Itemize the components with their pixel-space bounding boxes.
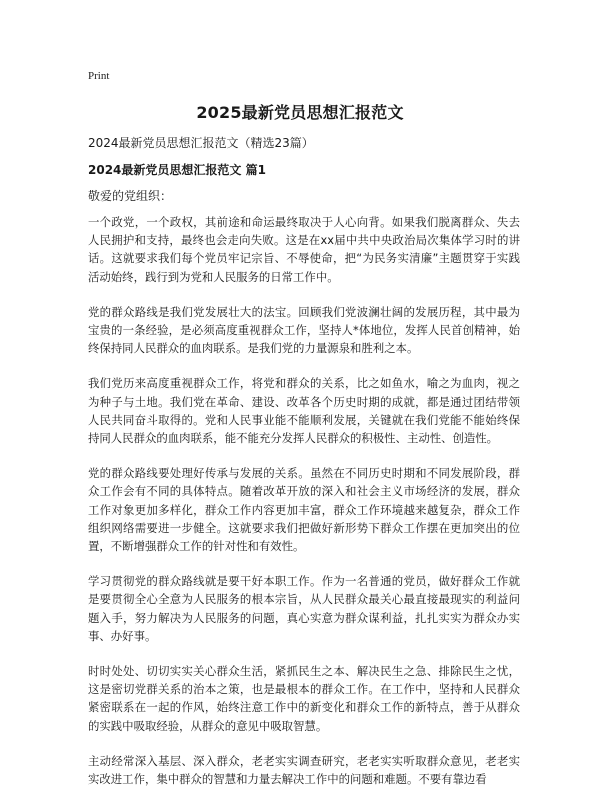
body-paragraph: 党的群众路线是我们党发展壮大的法宝。回顾我们党波澜壮阔的发展历程，其中最为宝贵的一条经验，是必须高度重视群众工作，坚持人*体地位，发挥人民首创精神，始终保持同人民群众的血肉联系。是我们党的力量源泉和胜利之本。: [88, 304, 520, 356]
body-paragraph: 一个政党，一个政权，其前途和命运最终取决于人心向背。如果我们脱离群众、失去人民拥护和支持，最终也会走向失败。这是在xx届中共中央政治局次集体学习时的讲话。这就要求我们每个党员牢记宗旨、不辱使命，把“为民务实清廉”主题贯穿于实践活动始终，践行到为党和人民服务的日常工作中。: [88, 215, 520, 284]
section-heading: 2024最新党员思想汇报范文 篇1: [88, 163, 266, 177]
document-subtitle: 2024最新党员思想汇报范文（精选23篇）: [88, 136, 314, 150]
body-paragraph: 主动经常深入基层、深入群众，老老实实调查研究，老老实实听取群众意见，老老实实改进工作，集中群众的智慧和力量去解决工作中的问题和难题。不要有靠边看: [88, 753, 520, 787]
document-body: [88, 213, 520, 805]
body-paragraph: 我们党历来高度重视群众工作，将党和群众的关系，比之如鱼水，喻之为血肉，视之为种子与土地。我们党在革命、建设、改革各个历史时期的成就，都是通过团结带领人民共同奋斗取得的。党和人民事业能不能顺利发展，关键就在我们党能不能始终保持同人民群众的血肉联系，能不能充分发挥人民群众的积极性、主动性、创造性。: [88, 376, 520, 446]
body-paragraph: 党的群众路线要处理好传承与发展的关系。虽然在不同历史时期和不同发展阶段，群众工作会有不同的具体特点。随着改革开放的深入和社会主义市场经济的发展，群众工作对象更加多样化，群众工作内容更加丰富，群众工作环境越来越复杂，群众工作组织网络需要进一步健全。这就要求我们把做好新形势下群众工作摆在更加突出的位置，不断增强群众工作的针对性和有效性。: [88, 466, 520, 554]
body-paragraph: 学习贯彻党的群众路线就是要干好本职工作。作为一名普通的党员，做好群众工作就是要贯彻全心全意为人民服务的根本宗旨，从人民群众最关心最直接最现实的利益问题入手，努力解决为人民服务的问题，真心实意为群众谋利益，扎扎实实为群众办实事、办好事。: [88, 574, 520, 643]
body-paragraph: 时时处处、切切实实关心群众生活，紧抓民生之本、解决民生之急、排除民生之忧，这是密切党群关系的治本之策，也是最根本的群众工作。在工作中，坚持和人民群众紧密联系在一起的作风，始终注意工作中的新变化和群众工作的新特点，善于从群众的实践中吸取经验，从群众的意见中吸取智慧。: [88, 664, 520, 733]
print-link[interactable]: Print: [88, 70, 110, 82]
page-title: 2025最新党员思想汇报范文: [196, 103, 404, 122]
salutation: 敬爱的党组织：: [88, 189, 173, 203]
